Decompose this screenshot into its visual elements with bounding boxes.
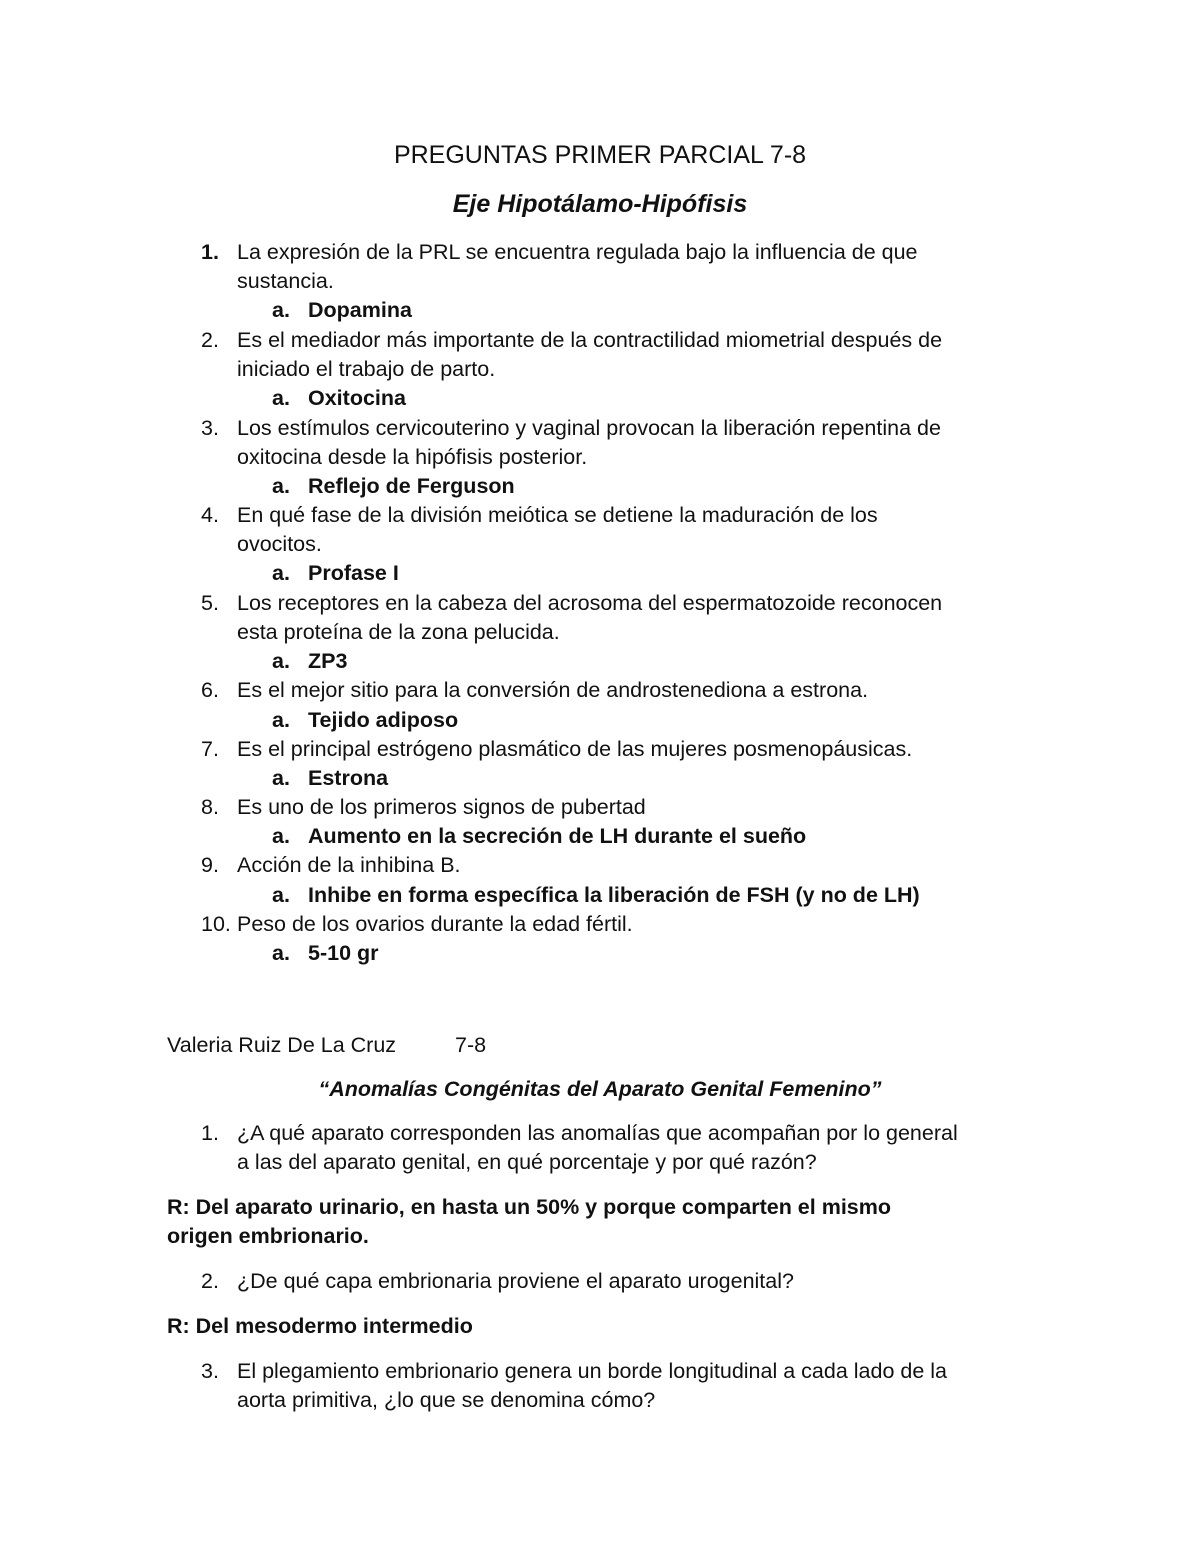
answer-text: R: Del aparato urinario, en hasta un 50% y porque comparten el mismo bbox=[167, 1195, 892, 1219]
question-text: Es uno de los primeros signos de pubertad bbox=[237, 795, 646, 819]
question-text: Los receptores en la cabeza del acrosoma del espermatozoide reconocen bbox=[237, 591, 943, 615]
answer-text: Dopamina bbox=[308, 298, 412, 322]
question-text: aorta primitiva, ¿lo que se denomina cómo? bbox=[237, 1388, 656, 1412]
document-title: PREGUNTAS PRIMER PARCIAL 7-8 bbox=[393, 141, 807, 169]
answer-text: Inhibe en forma específica la liberación de FSH (y no de LH) bbox=[308, 883, 920, 907]
question-text: Acción de la inhibina B. bbox=[237, 853, 461, 877]
question-text: La expresión de la PRL se encuentra regulada bajo la influencia de que bbox=[237, 240, 918, 264]
answer-text: Aumento en la secreción de LH durante el sueño bbox=[308, 824, 807, 848]
question-text: esta proteína de la zona pelucida. bbox=[237, 620, 560, 644]
answer-letter: a. bbox=[272, 708, 290, 732]
answer-text: 5-10 gr bbox=[308, 941, 379, 965]
question-text: En qué fase de la división meiótica se detiene la maduración de los bbox=[237, 503, 878, 527]
answer-text: origen embrionario. bbox=[167, 1224, 369, 1248]
question-text: oxitocina desde la hipófisis posterior. bbox=[237, 445, 588, 469]
section-heading: Eje Hipotálamo-Hipófisis bbox=[452, 190, 748, 218]
answer-letter: a. bbox=[272, 649, 290, 673]
question-number: 4. bbox=[201, 503, 219, 527]
answer-text: ZP3 bbox=[308, 649, 348, 673]
author-name: Valeria Ruiz De La Cruz bbox=[167, 1033, 397, 1057]
question-number: 1. bbox=[201, 240, 219, 264]
answer-letter: a. bbox=[272, 941, 290, 965]
question-text: Es el mejor sitio para la conversión de androstenediona a estrona. bbox=[237, 678, 869, 702]
answer-text: Tejido adiposo bbox=[308, 708, 459, 732]
question-text: Es el principal estrógeno plasmático de las mujeres posmenopáusicas. bbox=[237, 737, 913, 761]
answer-letter: a. bbox=[272, 386, 290, 410]
answer-letter: a. bbox=[272, 883, 290, 907]
question-number: 2. bbox=[201, 328, 219, 352]
answer-text: Reflejo de Ferguson bbox=[308, 474, 515, 498]
question-text: sustancia. bbox=[237, 269, 334, 293]
answer-text: R: Del mesodermo intermedio bbox=[167, 1314, 473, 1338]
answer-text: Estrona bbox=[308, 766, 389, 790]
question-text: Los estímulos cervicouterino y vaginal provocan la liberación repentina de bbox=[237, 416, 941, 440]
question-number: 6. bbox=[201, 678, 219, 702]
question-number: 3. bbox=[201, 416, 219, 440]
answer-letter: a. bbox=[272, 298, 290, 322]
answer-letter: a. bbox=[272, 561, 290, 585]
question-number: 10. bbox=[201, 912, 231, 936]
question-text: a las del aparato genital, en qué porcentaje y por qué razón? bbox=[237, 1150, 817, 1174]
answer-text: Profase I bbox=[308, 561, 399, 585]
question-number: 3. bbox=[201, 1359, 219, 1383]
question-number: 1. bbox=[201, 1121, 219, 1145]
question-text: ¿De qué capa embrionaria proviene el aparato urogenital? bbox=[237, 1269, 794, 1293]
question-number: 7. bbox=[201, 737, 219, 761]
question-text: ¿A qué aparato corresponden las anomalías que acompañan por lo general bbox=[237, 1121, 958, 1145]
question-number: 9. bbox=[201, 853, 219, 877]
answer-letter: a. bbox=[272, 766, 290, 790]
question-text: iniciado el trabajo de parto. bbox=[237, 357, 496, 381]
author-grade: 7-8 bbox=[455, 1033, 487, 1057]
question-number: 5. bbox=[201, 591, 219, 615]
answer-letter: a. bbox=[272, 824, 290, 848]
question-text: Peso de los ovarios durante la edad fértil. bbox=[237, 912, 633, 936]
question-number: 8. bbox=[201, 795, 219, 819]
answer-letter: a. bbox=[272, 474, 290, 498]
question-text: ovocitos. bbox=[237, 532, 322, 556]
question-text: El plegamiento embrionario genera un borde longitudinal a cada lado de la bbox=[237, 1359, 947, 1383]
question-number: 2. bbox=[201, 1269, 219, 1293]
answer-text: Oxitocina bbox=[308, 386, 406, 410]
section-heading: “Anomalías Congénitas del Aparato Genital Femenino” bbox=[318, 1077, 882, 1101]
question-text: Es el mediador más importante de la contractilidad miometrial después de bbox=[237, 328, 943, 352]
